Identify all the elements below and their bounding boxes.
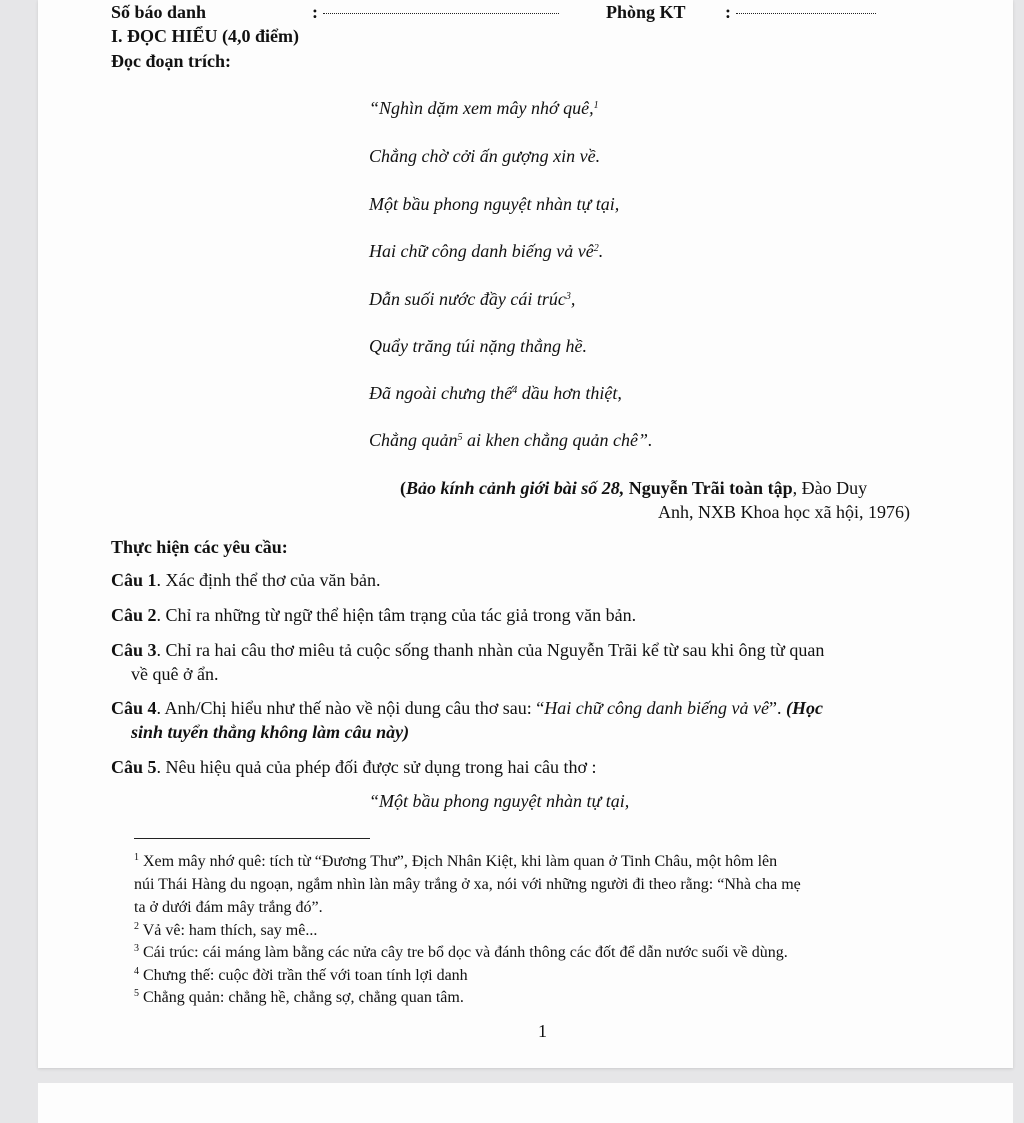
- question-4: Câu 4. Anh/Chị hiểu như thế nào về nội dung câu thơ sau: “Hai chữ công danh biếng vả vê”. (Học: [111, 698, 823, 718]
- footnote-1: $^1$ Xem mây nhớ quê: tích từ “Đương Thư”, Địch Nhân Kiệt, khi làm quan ở Tinh Châu, một hôm lên: [134, 852, 778, 870]
- poem-line-1: “Nghìn dặm xem mây nhớ quê,$^1$: [369, 98, 599, 118]
- question-2: Câu 2. Chỉ ra những từ ngữ thể hiện tâm trạng của tác giả trong văn bản.: [111, 605, 637, 625]
- question-3-cont: về quê ở ẩn.: [131, 664, 219, 684]
- footnote-separator: [134, 838, 370, 839]
- question-5-quote: “Một bầu phong nguyệt nhàn tự tại,: [369, 791, 630, 811]
- footnote-1-cont: núi Thái Hàng du ngoạn, ngắm nhìn làn mây trắng ở xa, nói với những người đi theo rằng: “Nhà cha mẹ: [134, 876, 801, 893]
- poem-line-8: Chẳng quản$^5$ ai khen chẳng quản chê”.: [369, 430, 653, 450]
- question-3: Câu 3. Chỉ ra hai câu thơ miêu tả cuộc sống thanh nhàn của Nguyễn Trãi kể từ sau khi ông từ quan: [111, 640, 825, 660]
- source-line-1: (Bảo kính cảnh giới bài số 28, Nguyễn Trãi toàn tập, Đào Duy: [400, 478, 868, 498]
- footnote-4: $^4$ Chưng thế: cuộc đời trần thế với toan tính lợi danh: [134, 966, 468, 984]
- room-dotted-line: [736, 13, 876, 14]
- next-page-edge: [38, 1083, 1013, 1123]
- footnote-5: $^5$ Chẳng quản: chẳng hề, chẳng sợ, chẳng quan tâm.: [134, 988, 464, 1006]
- question-5: Câu 5. Nêu hiệu quả của phép đối được sử dụng trong hai câu thơ :: [111, 757, 597, 777]
- poem-line-5: Dẫn suối nước đầy cái trúc$^3$,: [369, 289, 576, 309]
- poem-line-2: Chẳng chờ cởi ấn gượng xin về.: [369, 146, 601, 166]
- poem-line-6: Quẩy trăng túi nặng thẳng hề.: [369, 336, 587, 356]
- footnote-1-cont2: ta ở dưới đám mây trắng đó”.: [134, 899, 323, 916]
- room-field: :: [725, 2, 876, 23]
- poem-line-4: Hai chữ công danh biếng vả $vê^2$.: [369, 241, 604, 261]
- sbd-dotted-line: [323, 13, 559, 14]
- poem-line-7: Đã ngoài chưng thế$^4$ dầu hơn thiệt,: [369, 383, 622, 403]
- question-1: Câu 1. Xác định thể thơ của văn bản.: [111, 570, 381, 590]
- source-line-2: Anh, NXB Khoa học xã hội, 1976): [658, 502, 910, 522]
- tasks-heading: Thực hiện các yêu cầu:: [111, 537, 288, 557]
- page-number: 1: [538, 1021, 547, 1041]
- footnote-2: $^2$ Vả vê: ham thích, say mê...: [134, 921, 318, 939]
- sbd-field: :: [312, 2, 559, 23]
- room-label: Phòng KT: [606, 2, 686, 22]
- poem-line-3: Một bầu phong nguyệt nhàn tự tại,: [369, 194, 620, 214]
- section-intro: Đọc đoạn trích:: [111, 51, 231, 71]
- section-title: I. ĐỌC HIỂU (4,0 điểm): [111, 26, 299, 46]
- footnote-3: $^3$ Cái trúc: cái máng làm bằng các nửa cây tre bổ dọc và đánh thông các đốt để dẫn nước suối về dùng.: [134, 943, 788, 961]
- question-4-note: sinh tuyển thẳng không làm câu này): [131, 722, 410, 742]
- header-sbd: [111, 2, 206, 23]
- sbd-label: Số báo danh: [111, 2, 207, 22]
- header-room: [606, 2, 686, 23]
